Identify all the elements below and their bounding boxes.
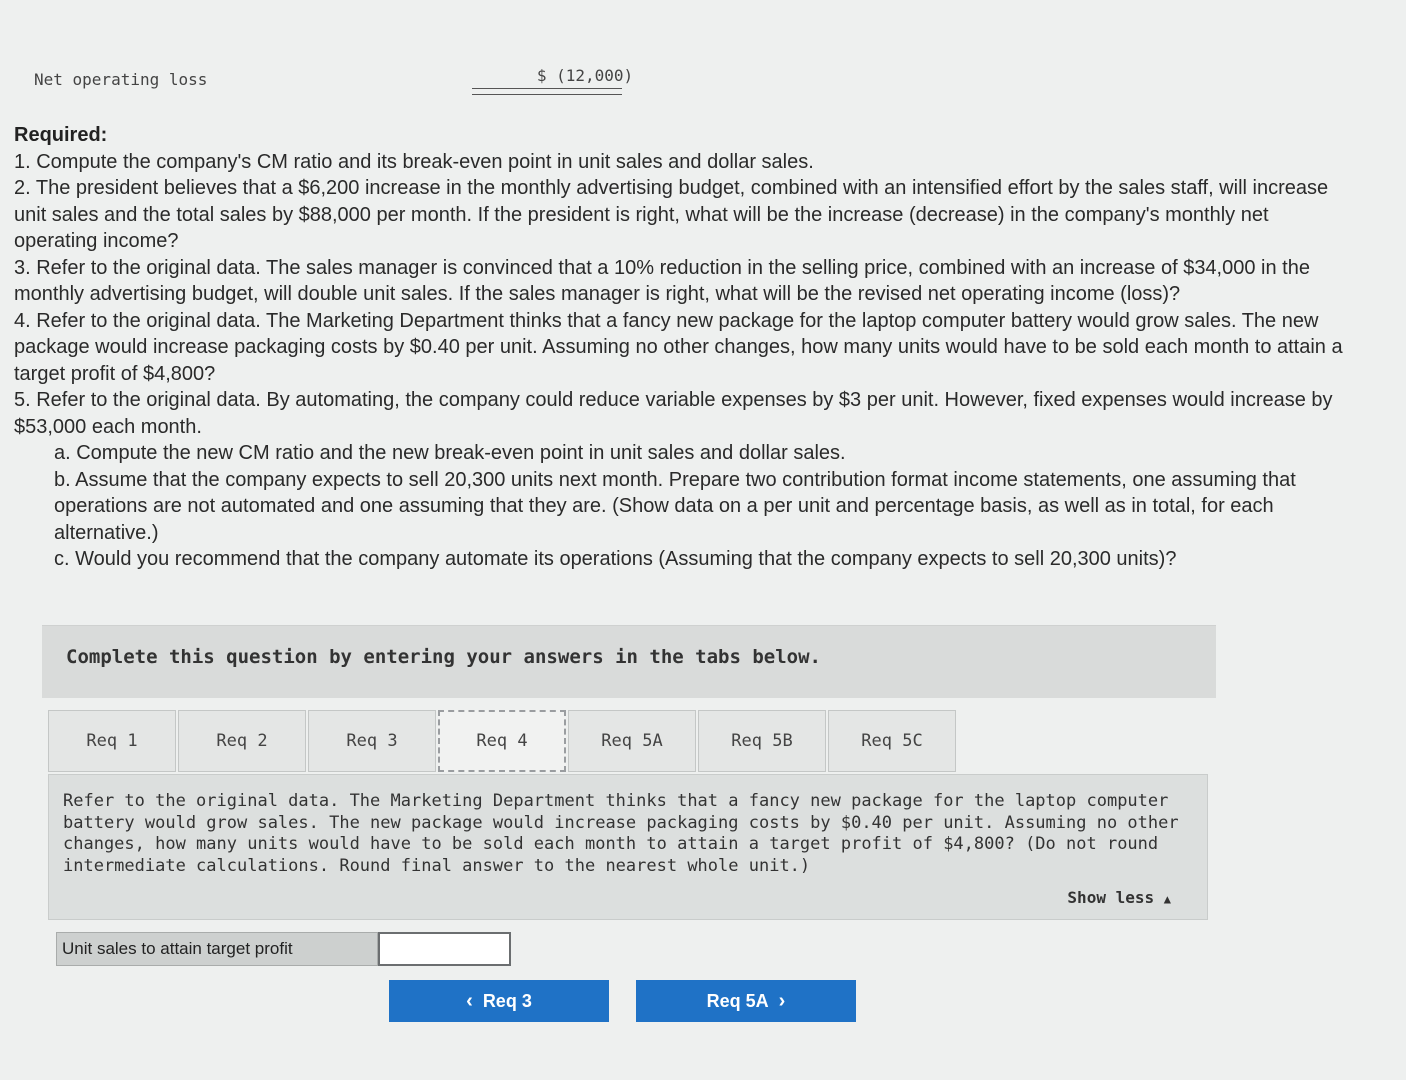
required-subitem-c: c. Would you recommend that the company automate its operations (Assuming that the company expects to sell 20,300 units)? xyxy=(54,548,1177,570)
tab-bar xyxy=(48,710,958,774)
show-less-label: Show less xyxy=(1067,888,1155,907)
tab-req-5c[interactable]: Req 5C xyxy=(828,710,956,772)
net-operating-loss-row xyxy=(34,66,634,100)
tab-req-4[interactable]: Req 4 xyxy=(438,710,566,772)
required-item-1: 1. Compute the company's CM ratio and its break-even point in unit sales and dollar sales. xyxy=(14,150,814,173)
required-item-4: 4. Refer to the original data. The Marketing Department thinks that a fancy new package for the laptop computer battery would grow sales. The new package would increase packaging costs by $0.40 per unit. Assuming no other changes, how many units would have to be sold each month to attain a target profit of $4,800? xyxy=(14,309,1343,385)
required-subitem-a: a. Compute the new CM ratio and the new break-even point in unit sales and dollar sales. xyxy=(54,442,846,464)
next-req-5a-button[interactable] xyxy=(636,980,856,1022)
chevron-right-icon: › xyxy=(778,989,786,1012)
tab-req-1[interactable]: Req 1 xyxy=(48,710,176,772)
prev-button-label: Req 3 xyxy=(482,990,532,1011)
tab-req-5b[interactable]: Req 5B xyxy=(698,710,826,772)
required-item-5: 5. Refer to the original data. By automating, the company could reduce variable expenses by $3 per unit. However, fixed expenses would increase by $53,000 each month. xyxy=(14,389,1333,438)
show-less-link[interactable] xyxy=(1067,888,1171,907)
required-item-3: 3. Refer to the original data. The sales manager is convinced that a 10% reduction in the selling price, combined with an increase of $34,000 in the monthly advertising budget, will double unit sales. If the sales manager is right, what will be the revised net operating income (loss)? xyxy=(14,256,1310,305)
triangle-up-icon: ▲ xyxy=(1163,892,1171,906)
required-heading: Required: xyxy=(14,124,108,146)
answer-row xyxy=(56,932,511,966)
prev-req-3-button[interactable] xyxy=(389,980,609,1022)
chevron-left-icon: ‹ xyxy=(466,989,473,1012)
next-button-label: Req 5A xyxy=(706,990,769,1011)
tab-req-2[interactable]: Req 2 xyxy=(178,710,306,772)
answer-label: Unit sales to attain target profit xyxy=(56,932,378,966)
unit-sales-input[interactable] xyxy=(378,932,511,966)
double-underline xyxy=(472,88,622,95)
instruction-banner xyxy=(42,625,1216,698)
question-text: Refer to the original data. The Marketing Department thinks that a fancy new package for the laptop computer battery would grow sales. The new package would increase packaging costs by $0.40 per unit. Assuming no other changes, how many units would have to be sold each month to attain a target profit of $4,800? (Do not round intermediate calculations. Round final answer to the nearest whole unit.) xyxy=(63,791,1179,876)
tab-req-3[interactable]: Req 3 xyxy=(308,710,436,772)
required-subitem-b: b. Assume that the company expects to sell 20,300 units next month. Prepare two contribution format income statements, one assuming that operations are not automated and one assuming that they are. (Show data on a per unit and percentage basis, as well as in total, for each alternative.) xyxy=(54,468,1296,544)
required-section xyxy=(14,122,1354,573)
tab-req-5a[interactable]: Req 5A xyxy=(568,710,696,772)
instruction-text: Complete this question by entering your answers in the tabs below. xyxy=(66,646,821,668)
required-item-2: 2. The president believes that a $6,200 increase in the monthly advertising budget, combined with an intensified effort by the sales staff, will increase unit sales and the total sales by $88,000 per month. If the president is right, what will be the increase (decrease) in the company's monthly net operating income? xyxy=(14,177,1329,252)
net-operating-loss-label: Net operating loss xyxy=(34,70,208,89)
question-panel xyxy=(48,774,1208,920)
net-operating-loss-value: $ (12,000) xyxy=(536,66,634,85)
